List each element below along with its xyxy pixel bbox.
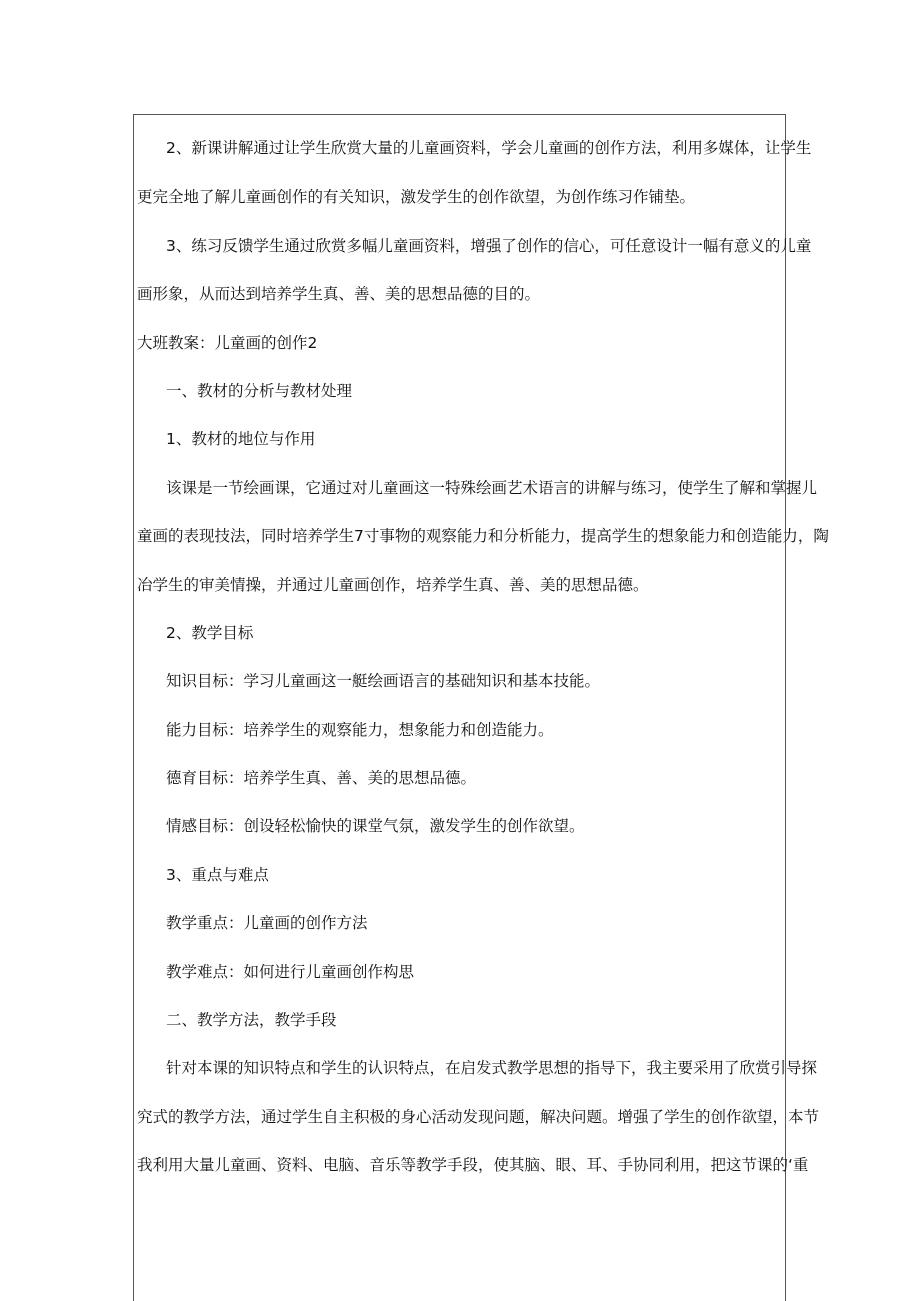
goal-line: 德育目标：培养学生真、善、美的思想品德。 [166,769,477,787]
section-heading: 一、教材的分析与教材处理 [166,382,353,400]
paragraph-line: 针对本课的知识特点和学生的认识特点，在启发式教学思想的指导下，我主要采用了欣赏引导探 [166,1059,818,1077]
paragraph-line: 更完全地了解儿童画创作的有关知识，激发学生的创作欲望，为创作练习作铺垫。 [137,188,696,206]
subsection-heading: 1、教材的地位与作用 [166,430,316,448]
paragraph-line: 究式的教学方法，通过学生自主积极的身心活动发现问题，解决问题。增强了学生的创作欲望，本节 [137,1108,820,1126]
goal-line: 能力目标：培养学生的观察能力，想象能力和创造能力。 [166,721,554,739]
paragraph-line: 童画的表现技法，同时培养学生7寸事物的观察能力和分析能力，提高学生的想象能力和创造能力，陶 [137,527,829,545]
paragraph-line: 3、练习反馈学生通过欣赏多幅儿童画资料，增强了创作的信心，可任意设计一幅有意义的儿童 [166,237,812,255]
section-heading: 大班教案：儿童画的创作2 [137,334,318,352]
goal-line: 知识目标：学习儿童画这一艇绘画语言的基础知识和基本技能。 [166,672,601,690]
paragraph-line: 冶学生的审美情操，并通过儿童画创作，培养学生真、善、美的思想品德。 [137,576,649,594]
key-point-line: 教学难点：如何进行儿童画创作构思 [166,963,415,981]
paragraph-line: 画形象，从而达到培养学生真、善、美的思想品德的目的。 [137,285,541,303]
subsection-heading: 2、教学目标 [166,624,254,642]
paragraph-line: 2、新课讲解通过让学生欣赏大量的儿童画资料，学会儿童画的创作方法，利用多媒体，让学生 [166,139,812,157]
key-point-line: 教学重点：儿童画的创作方法 [166,914,368,932]
paragraph-line: 我利用大量儿童画、资料、电脑、音乐等教学手段，使其脑、眼、耳、手协同利用，把这节课的‘重 [137,1156,809,1174]
subsection-heading: 3、重点与难点 [166,866,269,884]
paragraph-line: 该课是一节绘画课，它通过对儿童画这一特殊绘画艺术语言的讲解与练习，使学生了解和掌握儿 [166,479,818,497]
section-heading: 二、教学方法，教学手段 [166,1011,337,1029]
goal-line: 情感目标：创设轻松愉快的课堂气氛，激发学生的创作欲望。 [166,817,585,835]
